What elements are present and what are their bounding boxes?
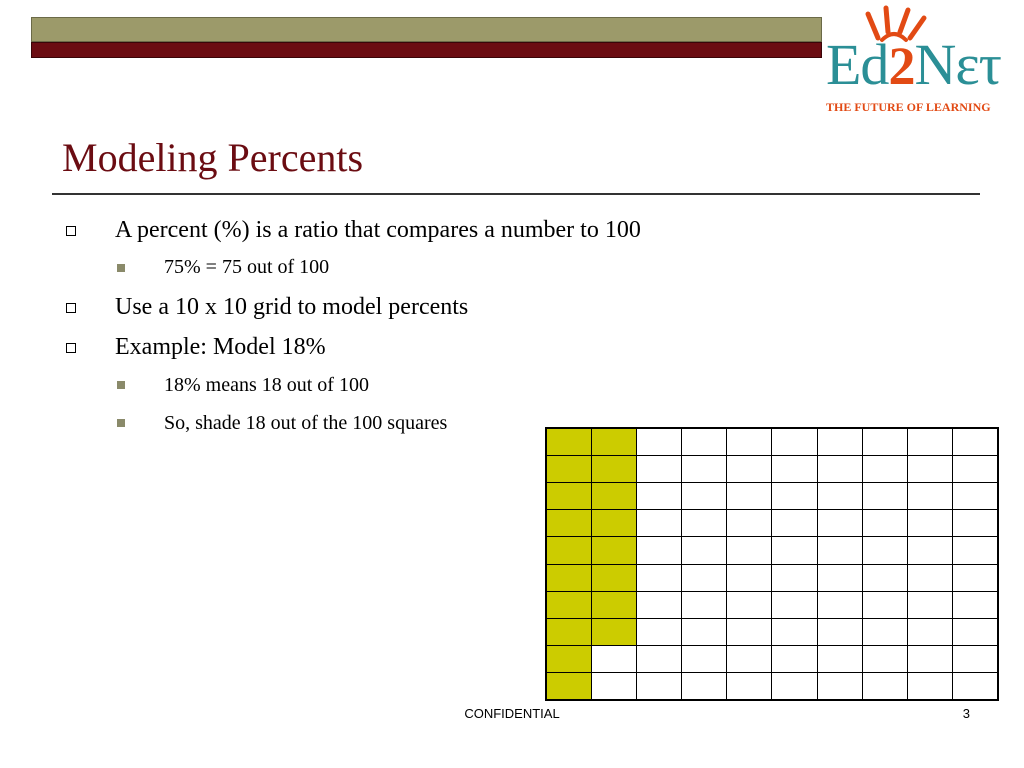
logo-part-net: Nετ [914,32,1001,97]
grid-cell-shaded [547,429,591,455]
grid-cell [908,619,952,645]
percent-grid [545,427,999,701]
grid-cell [727,483,771,509]
header-bar-top [31,17,822,42]
grid-cell [908,646,952,672]
hollow-square-bullet-icon [66,343,76,353]
grid-cell-shaded [592,592,636,618]
grid-cell-shaded [547,483,591,509]
grid-cell [953,537,997,563]
grid-cell-shaded [547,537,591,563]
grid-cell [953,619,997,645]
grid-cell [818,673,862,699]
grid-cell [863,510,907,536]
grid-cell [863,619,907,645]
grid-cell [953,592,997,618]
grid-cell [863,592,907,618]
hollow-square-bullet-icon [66,226,76,236]
grid-cell [818,483,862,509]
grid-cell [637,592,681,618]
logo-tagline: THE FUTURE OF LEARNING [826,100,991,114]
grid-cell [863,673,907,699]
grid-cell [953,429,997,455]
bullet-item: Example: Model 18% [115,334,326,360]
sub-bullet-item: So, shade 18 out of the 100 squares [164,412,448,434]
sub-bullet-item: 18% means 18 out of 100 [164,374,369,396]
hollow-square-bullet-icon [66,303,76,313]
grid-cell [682,646,726,672]
grid-cell [727,456,771,482]
bullet-item: Use a 10 x 10 grid to model percents [115,294,469,320]
grid-cell [682,483,726,509]
grid-cell [863,429,907,455]
grid-cell [863,456,907,482]
grid-cell [772,483,816,509]
footer-confidential: CONFIDENTIAL [464,706,560,721]
bullet-item: A percent (%) is a ratio that compares a number to 100 [115,217,641,243]
grid-cell [727,646,771,672]
solid-square-bullet-icon [117,264,125,272]
grid-cell [682,673,726,699]
grid-cell [818,429,862,455]
grid-cell [863,537,907,563]
grid-cell [772,537,816,563]
grid-cell [818,510,862,536]
grid-cell [682,510,726,536]
grid-cell [772,456,816,482]
grid-cell [908,510,952,536]
grid-cell [727,619,771,645]
grid-cell [953,646,997,672]
solid-square-bullet-icon [117,419,125,427]
grid-cell [953,510,997,536]
grid-cell [818,456,862,482]
grid-cell-shaded [592,619,636,645]
grid-cell [682,456,726,482]
grid-cell [592,673,636,699]
grid-cell-shaded [592,537,636,563]
grid-cell-shaded [547,456,591,482]
grid-cell [637,429,681,455]
grid-cell [772,429,816,455]
grid-cell [772,510,816,536]
logo-part-two: 2 [888,36,915,96]
grid-cell [953,565,997,591]
grid-cell [637,565,681,591]
grid-cell-shaded [592,510,636,536]
grid-cell-shaded [592,429,636,455]
page-number: 3 [962,706,970,721]
grid-cell [863,483,907,509]
grid-cell [682,565,726,591]
solid-square-bullet-icon [117,381,125,389]
grid-cell [818,619,862,645]
title-divider [52,193,980,195]
grid-cell-shaded [547,565,591,591]
grid-cell [908,483,952,509]
grid-cell [682,429,726,455]
grid-cell [727,592,771,618]
grid-cell [637,537,681,563]
grid-cell [908,429,952,455]
grid-cell [772,565,816,591]
slide-title: Modeling Percents [62,135,364,180]
grid-cell [637,456,681,482]
logo-wordmark [826,32,1001,97]
grid-cell [908,456,952,482]
grid-cell [863,565,907,591]
grid-cell [727,537,771,563]
grid-cell [953,673,997,699]
grid-cell [863,646,907,672]
grid-cell [818,646,862,672]
grid-cell-shaded [592,483,636,509]
grid-cell-shaded [547,646,591,672]
grid-cell [908,537,952,563]
grid-cell-shaded [547,592,591,618]
grid-cell [727,565,771,591]
grid-cell [772,673,816,699]
ed2net-logo [820,0,1024,125]
grid-cell [908,592,952,618]
grid-cell [637,673,681,699]
grid-cell [908,673,952,699]
grid-cell [727,673,771,699]
grid-cell-shaded [547,619,591,645]
grid-cell [908,565,952,591]
grid-cell [818,565,862,591]
grid-cell-shaded [592,456,636,482]
grid-cell [637,646,681,672]
grid-cell [727,510,771,536]
grid-cell [818,592,862,618]
grid-cell [727,429,771,455]
grid-cell [592,646,636,672]
header-bar-bottom [31,42,822,58]
grid-cell [682,619,726,645]
sub-bullet-item: 75% = 75 out of 100 [164,256,330,278]
grid-cell-shaded [547,510,591,536]
grid-cell [818,537,862,563]
grid-cell [772,646,816,672]
grid-cell [637,510,681,536]
grid-cell-shaded [547,673,591,699]
grid-cell [637,619,681,645]
grid-cell [772,592,816,618]
grid-cell [772,619,816,645]
grid-cell-shaded [592,565,636,591]
grid-cell [682,592,726,618]
grid-cell [682,537,726,563]
logo-part-ed: Ed [826,32,889,97]
grid-cell [953,483,997,509]
grid-cell [953,456,997,482]
grid-cell [637,483,681,509]
